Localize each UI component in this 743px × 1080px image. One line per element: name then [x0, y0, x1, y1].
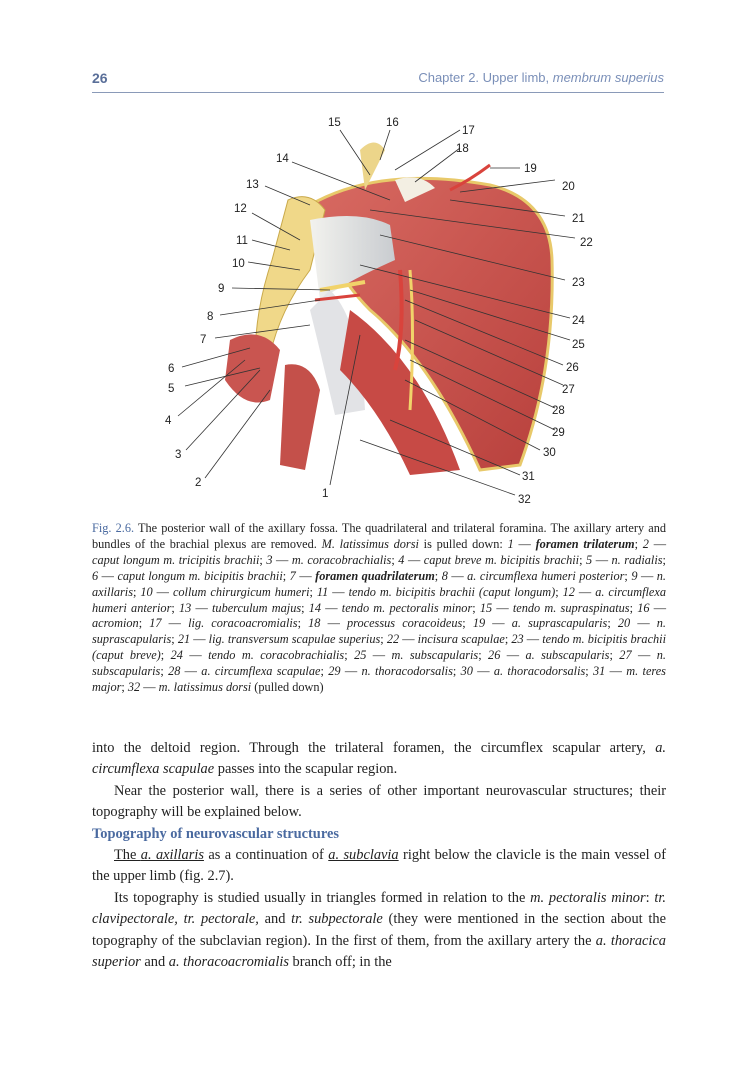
label-12: 12	[234, 203, 247, 215]
label-22: 22	[580, 237, 593, 249]
paragraph: The a. axillaris as a continuation of a. subclavia right below the clavicle is the main vessel of the upper limb (fig. 2.7).	[92, 847, 667, 885]
legend-entry: 25 — m. subscapularis;	[354, 648, 489, 663]
legend-entry: 8 — a. circumflexa humeri posterior;	[441, 568, 632, 583]
legend-entry: 32 — m. latissimus dorsi (pulled down)	[127, 680, 324, 695]
running-head: Chapter 2. Upper limb, membrum superius	[418, 70, 664, 85]
label-7: 7	[200, 334, 207, 346]
legend-entry: 11 — tendo m. bicipitis brachii (caput longum);	[316, 584, 563, 599]
label-25: 25	[572, 339, 585, 351]
legend-entry: 21 — lig. transversum scapulae superius;	[177, 632, 387, 647]
label-19: 19	[524, 163, 537, 175]
legend-entry: 3 — m. coracobrachialis;	[266, 552, 399, 567]
paragraph: Its topography is studied usually in triangles formed in relation to the m. pectoralis minor: tr. clavipectorale, tr. pectorale, and tr. subpectorale (they were mentioned in the section about the topography of the subclavian region). In the first of them, from the axillary artery the a. thoracica superior and a. thoracoacromialis branch off; in the	[92, 889, 666, 971]
section-heading: Topography of neurovascular structures	[92, 825, 339, 842]
legend-entry: 15 — tendo m. supraspinatus;	[479, 600, 638, 615]
legend-entry: 23 — tendo m. bicipitis brachii (caput breve);	[92, 632, 667, 663]
legend-entry: 19 — a. suprascapularis;	[472, 616, 618, 631]
label-6: 6	[168, 363, 175, 375]
label-27: 27	[562, 384, 575, 396]
label-23: 23	[572, 277, 585, 289]
legend-entry: 6 — caput longum m. bicipitis brachii;	[92, 568, 290, 583]
biceps-stump	[225, 334, 280, 402]
label-21: 21	[572, 213, 585, 225]
legend-entry: 1 — foramen trilaterum;	[507, 536, 643, 551]
paragraph: Near the posterior wall, there is a series of other important neurovascular structures; their topography will be explained below.	[92, 782, 666, 821]
legend-entry: 17 — lig. coracoacromialis;	[149, 616, 309, 631]
legend-entry: 28 — a. circumflexa scapulae;	[168, 664, 329, 679]
label-17: 17	[462, 125, 475, 137]
legend-entry: 26 — a. subscapularis;	[488, 648, 620, 663]
body-text	[92, 738, 666, 973]
label-31: 31	[522, 471, 535, 483]
legend-entry: 13 — tuberculum majus;	[178, 600, 309, 615]
label-24: 24	[572, 315, 585, 327]
label-15: 15	[328, 117, 341, 129]
paragraph: into the deltoid region. Through the trilateral foramen, the circumflex scapular artery, a. circumflexa scapulae passes into the scapular region.	[92, 740, 666, 778]
label-4: 4	[165, 415, 172, 427]
legend-entry: 14 — tendo m. pectoralis minor;	[308, 600, 480, 615]
legend-entry: 7 — foramen quadrilaterum;	[289, 568, 442, 583]
label-16: 16	[386, 117, 399, 129]
legend-entry: 2 — caput longum m. tricipitis brachii;	[92, 536, 667, 567]
figure-reference: Fig. 2.6.	[92, 521, 135, 535]
label-2: 2	[195, 477, 202, 489]
legend-entry: 12 — a. circumflexa humeri anterior;	[92, 584, 666, 615]
legend-entry: 4 — caput breve m. bicipitis brachii;	[398, 552, 587, 567]
anatomical-figure	[160, 110, 600, 515]
page-number: 26	[92, 70, 108, 86]
label-18: 18	[456, 143, 469, 155]
legend-entry: 24 — tendo m. coracobrachialis;	[170, 648, 355, 663]
label-9: 9	[218, 283, 225, 295]
legend-entry: 18 — processus coracoideus;	[308, 616, 473, 631]
shoulder-illustration	[160, 110, 600, 515]
label-14: 14	[276, 153, 289, 165]
triceps-stump	[280, 364, 320, 470]
legend-entry: 10 — collum chirurgicum humeri;	[140, 584, 317, 599]
legend-entry: 30 — a. thoracodorsalis;	[460, 664, 594, 679]
legend-entry: 29 — n. thoracodorsalis;	[328, 664, 461, 679]
legend-entry: 16 — acromion;	[92, 600, 667, 631]
label-13: 13	[246, 179, 259, 191]
legend-entry: 5 — n. radialis;	[586, 552, 666, 567]
label-3: 3	[175, 449, 182, 461]
legend-entry: 27 — n. subscapularis;	[92, 648, 666, 679]
figure-caption: Fig. 2.6. The posterior wall of the axillary fossa. The quadrilateral and trilateral foramina. The axillary artery and bundles of the brachial plexus are removed. M. latissimus dorsi is pulled down: 1 — foramen trilaterum; 2 — caput longum m. tricipitis brachii; 3 — m. coracobrachialis; 4 — caput breve m. bicipitis brachii; 5 — n. radialis; 6 — caput longum m. bicipitis brachii; 7 — foramen quadrilaterum; 8 — a. circumflexa humeri posterior; 9 — n. axillaris; 10 — collum chirurgicum humeri; 11 — tendo m. bicipitis brachii (caput longum); 12 — a. circumflexa humeri anterior; 13 — tuberculum majus; 14 — tendo m. pectoralis minor; 15 — tendo m. supraspinatus; 16 — acromion; 17 — lig. coracoacromialis; 18 — processus coracoideus; 19 — a. suprascapularis; 20 — n. suprascapularis; 21 — lig. transversum scapulae superius; 22 — incisura scapulae; 23 — tendo m. bicipitis brachii (caput breve); 24 — tendo m. coracobrachialis; 25 — m. subscapularis; 26 — a. subscapularis; 27 — n. subscapularis; 28 — a. circumflexa scapulae; 29 — n. thoracodorsalis; 30 — a. thoracodorsalis; 31 — m. teres major; 32 — m. latissimus dorsi (pulled down)	[92, 521, 667, 695]
label-10: 10	[232, 258, 245, 270]
legend-entry: 22 — incisura scapulae;	[386, 632, 512, 647]
label-28: 28	[552, 405, 565, 417]
label-32: 32	[518, 494, 531, 506]
label-30: 30	[543, 447, 556, 459]
legend-entry: 9 — n. axillaris;	[92, 568, 666, 599]
page-header	[92, 70, 664, 93]
figure-legend	[92, 537, 666, 694]
legend-entry: 31 — m. teres major;	[92, 664, 666, 695]
label-20: 20	[562, 181, 575, 193]
label-26: 26	[566, 362, 579, 374]
label-5: 5	[168, 383, 175, 395]
legend-entry: 20 — n. suprascapularis;	[92, 616, 666, 647]
label-8: 8	[207, 311, 214, 323]
label-11: 11	[236, 235, 248, 247]
label-29: 29	[552, 427, 565, 439]
label-1: 1	[322, 488, 329, 500]
